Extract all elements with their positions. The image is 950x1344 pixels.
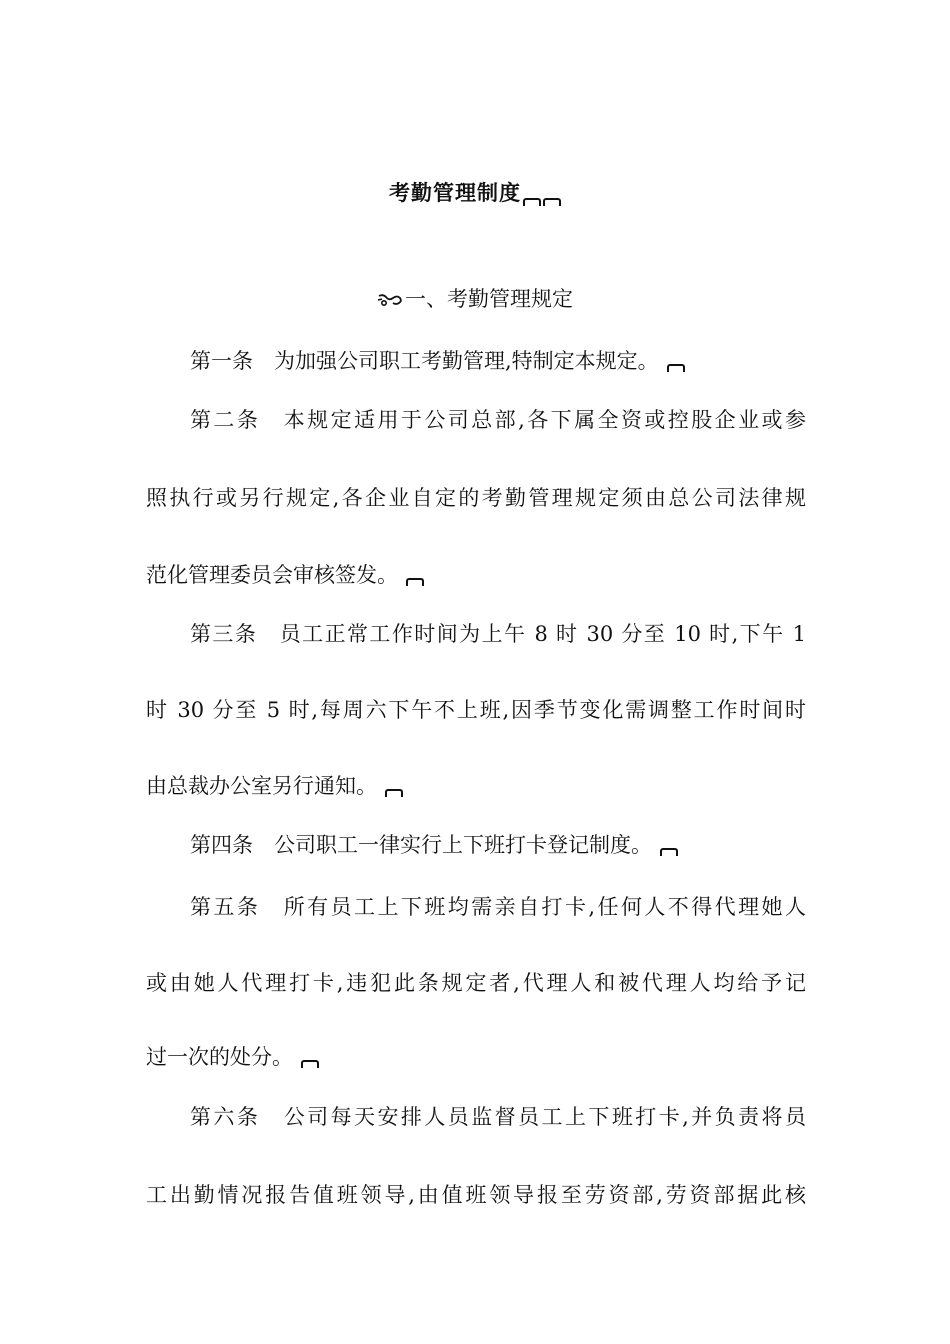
article-2-line-2: 照执行或另行规定,各企业自定的考勤管理规定须由总公司法律规: [146, 486, 806, 510]
section-heading: [0, 284, 950, 314]
paragraph-mark-icon: [385, 789, 403, 797]
article-3-line-3: 由总裁办公室另行通知。: [146, 771, 806, 801]
article-4-line-1: 第四条 公司职工一律实行上下班打卡登记制度。: [190, 830, 806, 860]
paragraph-mark-icon: [406, 578, 424, 586]
document-title-text: 考勤管理制度: [389, 181, 521, 205]
article-6-line-1: 第六条 公司每天安排人员监督员工上下班打卡,并负责将员: [190, 1105, 806, 1129]
article-3-line-1: 第三条 员工正常工作时间为上午 8 时 30 分至 10 时,下午 1: [190, 622, 806, 646]
article-2-line-1: 第二条 本规定适用于公司总部,各下属全资或控股企业或参: [190, 408, 806, 432]
section-symbol-icon: [377, 293, 403, 307]
article-6-line-2: 工出勤情况报告值班领导,由值班领导报至劳资部,劳资部据此核: [146, 1183, 806, 1207]
paragraph-mark-icon: [660, 848, 678, 856]
paragraph-mark-icon: [667, 364, 685, 372]
paragraph-mark-icon: [301, 1060, 319, 1068]
article-5-line-3: 过一次的处分。: [146, 1042, 806, 1072]
paragraph-mark-icon: [523, 198, 541, 206]
article-5-line-2: 或由她人代理打卡,违犯此条规定者,代理人和被代理人均给予记: [146, 971, 806, 995]
article-5-line-1: 第五条 所有员工上下班均需亲自打卡,任何人不得代理她人: [190, 895, 806, 919]
document-title: [0, 178, 950, 208]
article-3-line-2: 时 30 分至 5 时,每周六下午不上班,因季节变化需调整工作时间时: [146, 698, 806, 722]
paragraph-mark-icon: [543, 198, 561, 206]
article-1-line-1: 第一条 为加强公司职工考勤管理,特制定本规定。: [190, 346, 806, 376]
article-2-line-3: 范化管理委员会审核签发。: [146, 560, 806, 590]
section-heading-text: 一、考勤管理规定: [405, 287, 573, 311]
